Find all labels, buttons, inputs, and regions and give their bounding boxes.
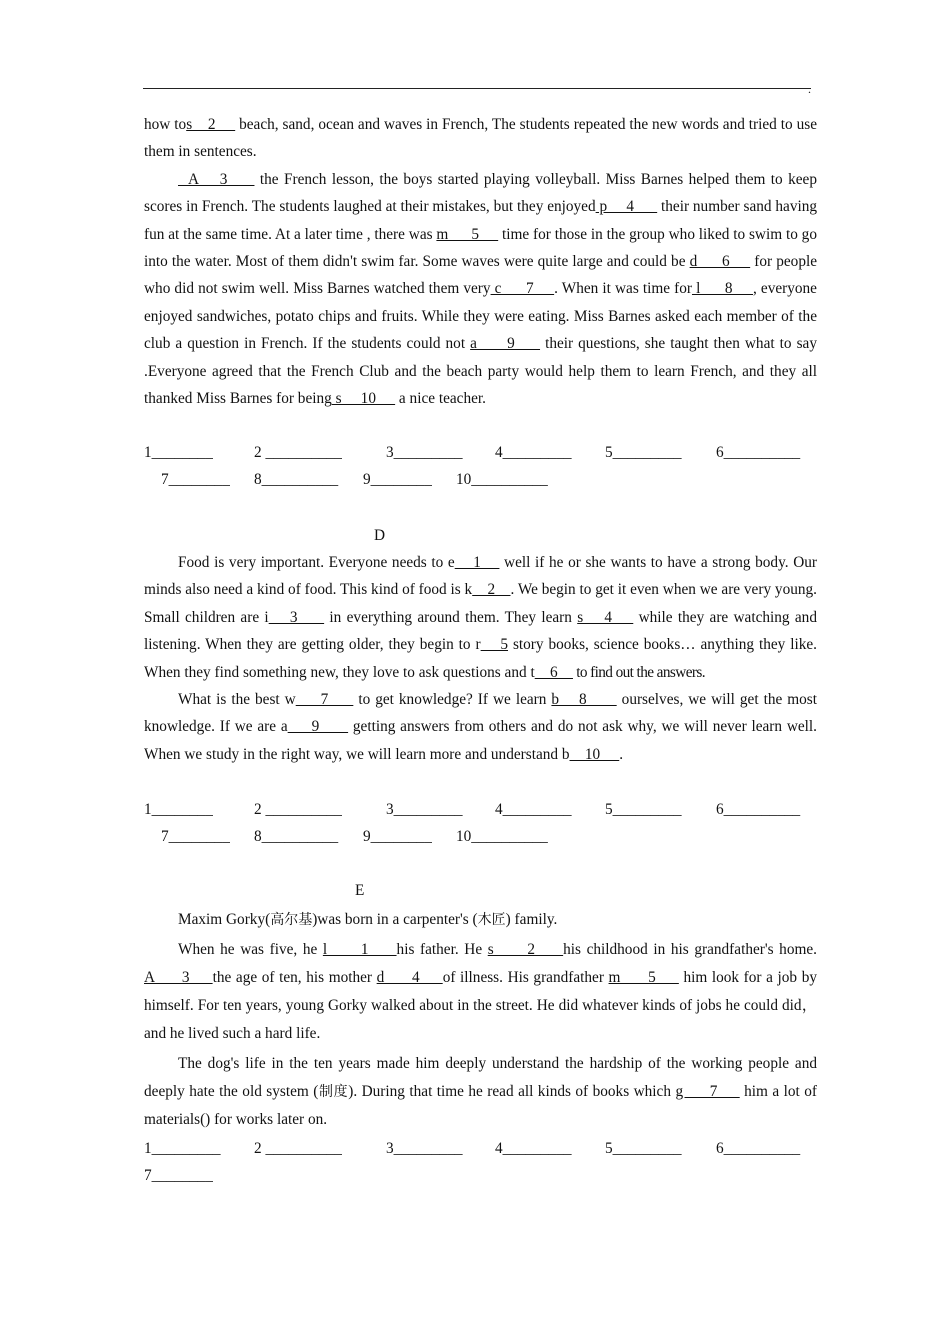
blank-3[interactable]: A 3 [144, 969, 213, 986]
answer-line-9[interactable]: 9________ [363, 471, 432, 489]
blank-7[interactable]: c 7 [490, 280, 555, 298]
section-c-paragraph-2: A 3 the French lesson, the boys started playing volleyball. Miss Barnes helped them to keep scores in French. The students laughed at their mistakes, but they enjoyed p 4 their number sand having fun at the same time. At a later time , there was m 5 time for those in the group who liked to swim to go into the water. Most of them didn't swim far. Some waves were quite large and could be d 6 for people who did not swim well. Miss Barnes watched them very c 7 . When it was time for l 8 , everyone enjoyed sandwiches, potato chips and fruits. While they were eating. Miss Barnes asked each member of the club a question in French. If the students could not a 9 their questions, she taught then what to say .Everyone agreed that the French Club and the beach party would help them to learn French, and they all thanked Miss Barnes for being s 10 a nice teacher. [144, 170, 818, 408]
answer-row-2 [144, 466, 817, 493]
answer-line-9[interactable]: 9________ [363, 828, 432, 846]
answer-line-4[interactable]: 4_________ [495, 801, 572, 818]
answer-line-1[interactable]: 1________ [144, 801, 213, 818]
answer-line-7[interactable]: 7________ [161, 471, 230, 489]
section-c [144, 111, 817, 412]
blank-9[interactable]: 9 [287, 718, 349, 736]
answer-line-7[interactable]: 7________ [144, 1167, 213, 1185]
answer-line-1[interactable]: 1_________ [144, 1140, 221, 1157]
blank-1[interactable]: 1 [454, 554, 500, 571]
section-e [144, 906, 817, 1134]
header-rule-mark: . [808, 82, 811, 96]
answer-line-10[interactable]: 10__________ [456, 828, 548, 846]
blank-5[interactable]: 5 [480, 636, 509, 654]
blank-8[interactable]: l 8 [691, 280, 753, 298]
blank-1[interactable]: l 1 [322, 941, 397, 958]
blank-2[interactable]: 2 [472, 581, 511, 599]
blank-6[interactable]: d 6 [689, 253, 751, 271]
answer-row-2 [144, 823, 817, 850]
blank-8[interactable]: b 8 [551, 691, 617, 709]
answer-row-1 [144, 439, 817, 466]
header-rule [143, 88, 811, 89]
blank-4[interactable]: s 4 [577, 608, 634, 626]
blank-10[interactable]: 10 [569, 745, 620, 763]
blank-6[interactable]: 6 [534, 663, 573, 681]
answer-line-3[interactable]: 3_________ [386, 444, 463, 461]
section-d-heading: D [374, 527, 386, 544]
answer-row-1 [144, 1135, 817, 1162]
answer-row-2 [144, 1162, 817, 1189]
blank-3[interactable]: 3 [268, 608, 325, 626]
blank-4[interactable]: d 4 [376, 969, 443, 986]
section-d-paragraph-2: What is the best w 7 to get knowledge? If we learn b 8 ourselves, we will get the most knowledge. If we are a 9 getting answers from others and do not ask why, we will never learn well. When we study in the right way, we will learn more and understand b 10 . [144, 691, 818, 763]
answer-line-7[interactable]: 7________ [161, 828, 230, 846]
blank-7[interactable]: 7 [295, 691, 354, 709]
answer-line-4[interactable]: 4_________ [495, 444, 572, 461]
answer-line-5[interactable]: 5_________ [605, 1140, 682, 1157]
section-d [144, 549, 817, 768]
section-e-paragraph-1: Maxim Gorky(高尔基)was born in a carpenter's (木匠) family. [178, 911, 558, 928]
blank-7[interactable]: g 7 [675, 1083, 740, 1100]
answer-line-8[interactable]: 8__________ [254, 828, 339, 846]
blank-3[interactable]: A 3 [178, 170, 255, 188]
section-e-paragraph-2: When he was five, he l 1 his father. He s 2 his childhood in his grandfather's home. A 3 the age of ten, his mother d 4 of illness. His grandfather m 5 him look for a job by himself. For ten years, young Gorky walked about in the street. He did whatever kinds of jobs he could did，and he lived such a hard life. [144, 941, 817, 1042]
blank-9[interactable]: a 9 [470, 335, 541, 353]
answer-line-2[interactable]: 2 __________ [254, 1140, 342, 1157]
section-c-answers [144, 439, 817, 494]
blank-5[interactable]: m 5 [436, 225, 499, 243]
answer-line-1[interactable]: 1________ [144, 444, 213, 461]
answer-line-2[interactable]: 2 __________ [254, 801, 342, 818]
section-e-answers [144, 1135, 817, 1190]
section-e-paragraph-3: The dog's life in the ten years made him deeply understand the hardship of the working people and deeply hate the old system (制度). During that time he read all kinds of books which g 7 him a lot of materials() for works later on. [144, 1055, 817, 1128]
blank-5[interactable]: m 5 [608, 969, 679, 986]
answer-line-2[interactable]: 2 __________ [254, 444, 342, 461]
answer-line-3[interactable]: 3_________ [386, 801, 463, 818]
section-e-heading: E [355, 882, 365, 899]
answer-line-4[interactable]: 4_________ [495, 1140, 572, 1157]
answer-line-10[interactable]: 10__________ [456, 471, 548, 489]
blank-2[interactable]: s 2 [487, 941, 564, 958]
answer-line-5[interactable]: 5_________ [605, 801, 682, 818]
answer-line-8[interactable]: 8__________ [254, 471, 339, 489]
answer-row-1 [144, 796, 817, 823]
section-c-paragraph-1: how tos 2 beach, sand, ocean and waves in French, The students repeated the new words and tried to use them in sentences. [144, 116, 817, 161]
section-d-answers [144, 796, 817, 851]
section-d-paragraph-1: Food is very important. Everyone needs to e 1 well if he or she wants to have a strong body. Our minds also need a kind of food. This kind of food is k 2 . We begin to get it even when we are very young. Small children are i 3 in everything around them. They learn s 4 while they are watching and listening. When they are getting older, they begin to r 5 story books, science books… anything they like. When they find something new, they love to ask questions and t 6 to find out the answers. [144, 554, 817, 681]
answer-line-6[interactable]: 6__________ [716, 801, 801, 818]
answer-line-6[interactable]: 6__________ [716, 1140, 801, 1157]
answer-line-5[interactable]: 5_________ [605, 444, 682, 461]
answer-line-6[interactable]: 6__________ [716, 444, 801, 461]
blank-4[interactable]: p 4 [595, 198, 658, 216]
blank-10[interactable]: s 10 [331, 390, 396, 408]
answer-line-3[interactable]: 3_________ [386, 1140, 463, 1157]
blank-2[interactable]: s 2 [186, 116, 236, 133]
